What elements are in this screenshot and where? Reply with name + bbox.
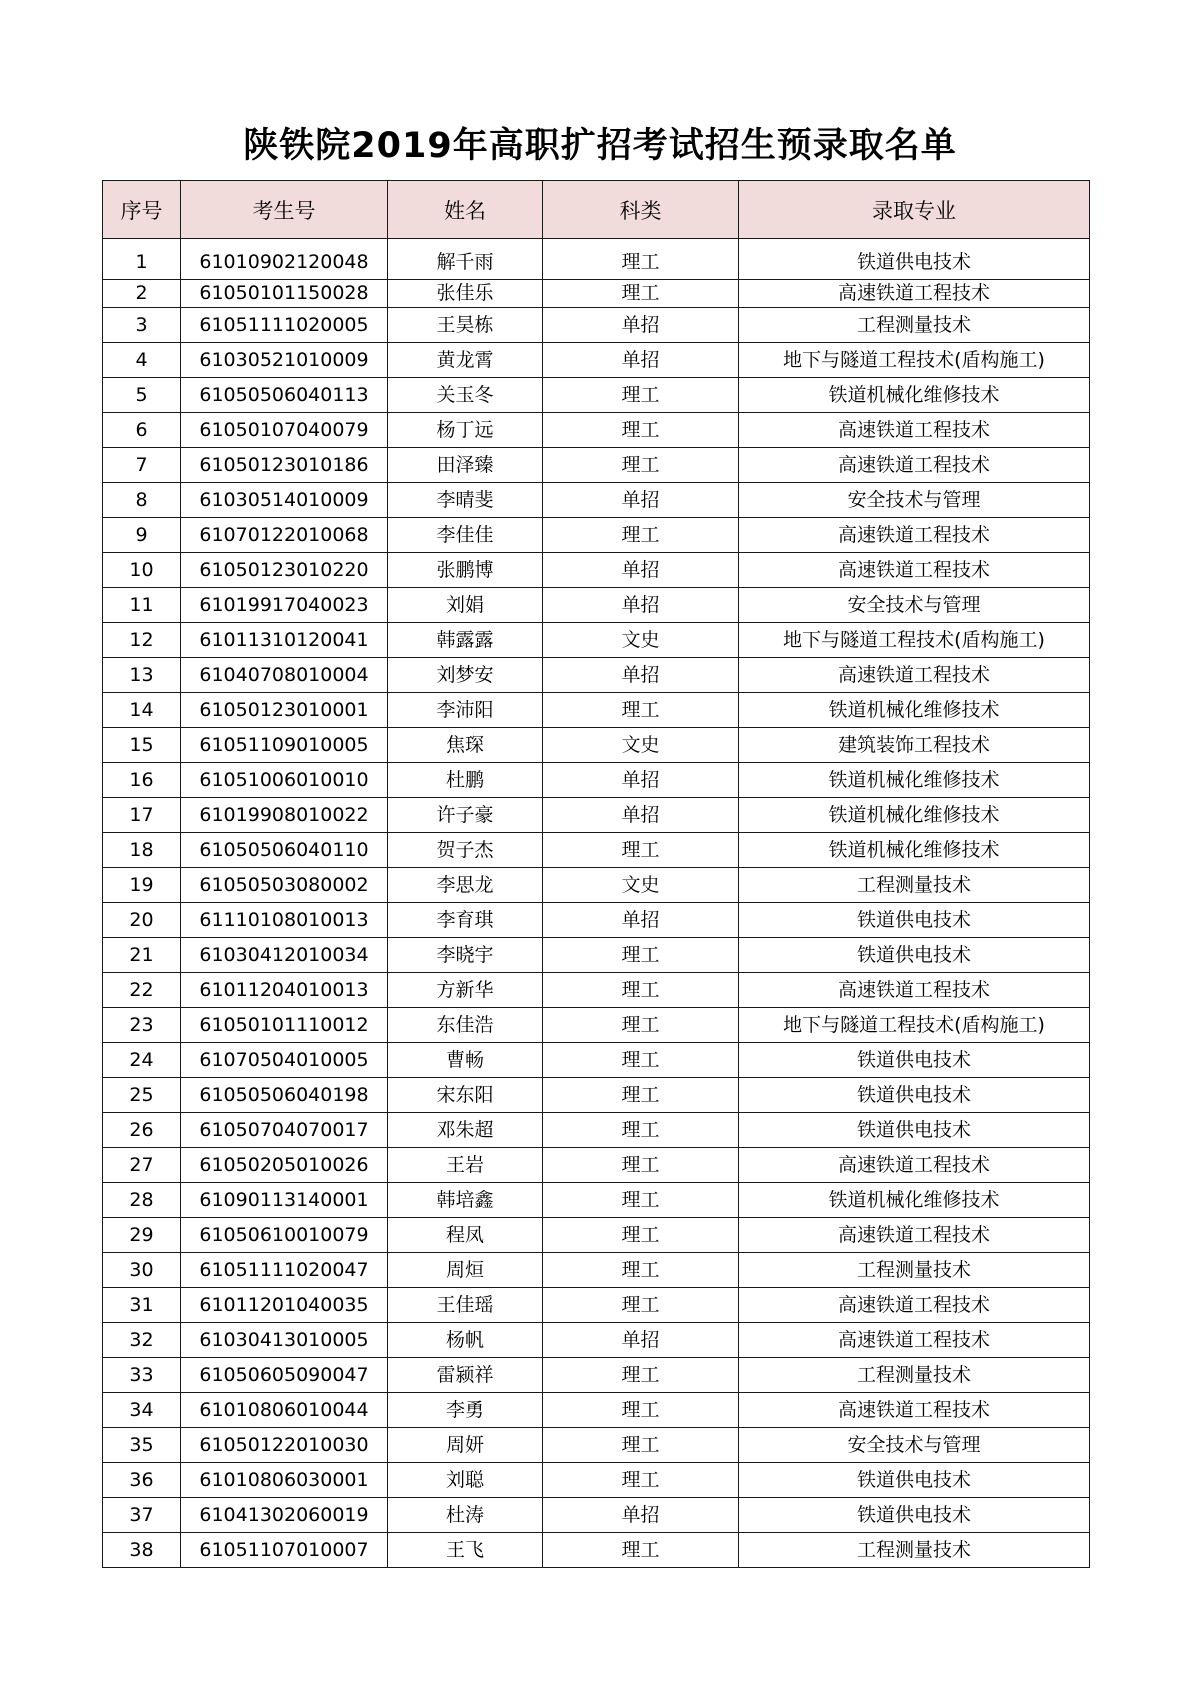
- cell-exam-id: 61011204010013: [181, 973, 388, 1008]
- cell-category: 理工: [543, 1428, 739, 1463]
- table-row: [103, 413, 1090, 448]
- cell-exam-id: 61010806030001: [181, 1463, 388, 1498]
- cell-exam-id: 61010902120048: [181, 239, 388, 280]
- cell-exam-id: 61050503080002: [181, 868, 388, 903]
- cell-seq: 34: [103, 1393, 181, 1428]
- cell-seq: 28: [103, 1183, 181, 1218]
- cell-major: 高速铁道工程技术: [739, 1393, 1090, 1428]
- table-row: [103, 280, 1090, 308]
- cell-seq: 5: [103, 378, 181, 413]
- cell-name: 王昊栋: [388, 308, 543, 343]
- table-row: [103, 553, 1090, 588]
- header-seq: 序号: [103, 181, 181, 239]
- cell-exam-id: 61051109010005: [181, 728, 388, 763]
- cell-seq: 23: [103, 1008, 181, 1043]
- table-row: [103, 1008, 1090, 1043]
- table-row: [103, 1323, 1090, 1358]
- cell-category: 理工: [543, 1358, 739, 1393]
- cell-major: 铁道供电技术: [739, 938, 1090, 973]
- cell-major: 建筑装饰工程技术: [739, 728, 1090, 763]
- cell-category: 理工: [543, 1253, 739, 1288]
- cell-major: 工程测量技术: [739, 1358, 1090, 1393]
- cell-major: 安全技术与管理: [739, 483, 1090, 518]
- cell-major: 高速铁道工程技术: [739, 553, 1090, 588]
- cell-seq: 7: [103, 448, 181, 483]
- cell-seq: 9: [103, 518, 181, 553]
- cell-category: 理工: [543, 1463, 739, 1498]
- cell-seq: 12: [103, 623, 181, 658]
- cell-name: 程凤: [388, 1218, 543, 1253]
- cell-category: 文史: [543, 868, 739, 903]
- cell-category: 单招: [543, 798, 739, 833]
- table-row: [103, 343, 1090, 378]
- cell-name: 解千雨: [388, 239, 543, 280]
- cell-major: 铁道机械化维修技术: [739, 763, 1090, 798]
- cell-name: 李思龙: [388, 868, 543, 903]
- cell-major: 工程测量技术: [739, 308, 1090, 343]
- cell-name: 王佳瑶: [388, 1288, 543, 1323]
- table-row: [103, 623, 1090, 658]
- cell-exam-id: 61050122010030: [181, 1428, 388, 1463]
- table-row: [103, 798, 1090, 833]
- table-row: [103, 763, 1090, 798]
- cell-exam-id: 61070504010005: [181, 1043, 388, 1078]
- table-row: [103, 1463, 1090, 1498]
- table-row: [103, 1148, 1090, 1183]
- cell-name: 李沛阳: [388, 693, 543, 728]
- table-row: [103, 1183, 1090, 1218]
- cell-category: 单招: [543, 308, 739, 343]
- cell-category: 单招: [543, 588, 739, 623]
- cell-exam-id: 61051111020047: [181, 1253, 388, 1288]
- table-row: [103, 973, 1090, 1008]
- cell-major: 高速铁道工程技术: [739, 973, 1090, 1008]
- cell-category: 理工: [543, 1288, 739, 1323]
- table-row: [103, 1078, 1090, 1113]
- cell-category: 理工: [543, 1533, 739, 1568]
- cell-major: 高速铁道工程技术: [739, 1323, 1090, 1358]
- cell-exam-id: 61010806010044: [181, 1393, 388, 1428]
- cell-exam-id: 61050123010220: [181, 553, 388, 588]
- cell-seq: 19: [103, 868, 181, 903]
- cell-exam-id: 61050610010079: [181, 1218, 388, 1253]
- cell-name: 李勇: [388, 1393, 543, 1428]
- cell-category: 理工: [543, 518, 739, 553]
- cell-name: 焦琛: [388, 728, 543, 763]
- cell-category: 理工: [543, 1043, 739, 1078]
- cell-category: 理工: [543, 1008, 739, 1043]
- table-row: [103, 588, 1090, 623]
- cell-name: 关玉冬: [388, 378, 543, 413]
- cell-seq: 25: [103, 1078, 181, 1113]
- cell-seq: 10: [103, 553, 181, 588]
- cell-exam-id: 61040708010004: [181, 658, 388, 693]
- cell-category: 单招: [543, 658, 739, 693]
- header-name: 姓名: [388, 181, 543, 239]
- table-row: [103, 833, 1090, 868]
- table-row: [103, 483, 1090, 518]
- cell-major: 铁道供电技术: [739, 1463, 1090, 1498]
- cell-name: 杜涛: [388, 1498, 543, 1533]
- cell-exam-id: 61051006010010: [181, 763, 388, 798]
- table-row: [103, 938, 1090, 973]
- table-row: [103, 1533, 1090, 1568]
- cell-category: 理工: [543, 693, 739, 728]
- cell-major: 铁道机械化维修技术: [739, 1183, 1090, 1218]
- cell-seq: 13: [103, 658, 181, 693]
- cell-exam-id: 61050605090047: [181, 1358, 388, 1393]
- cell-category: 理工: [543, 448, 739, 483]
- table-row: [103, 378, 1090, 413]
- cell-name: 李佳佳: [388, 518, 543, 553]
- cell-exam-id: 61051107010007: [181, 1533, 388, 1568]
- table-row: [103, 1113, 1090, 1148]
- cell-category: 单招: [543, 483, 739, 518]
- cell-name: 东佳浩: [388, 1008, 543, 1043]
- cell-exam-id: 61110108010013: [181, 903, 388, 938]
- header-exam-id: 考生号: [181, 181, 388, 239]
- cell-seq: 17: [103, 798, 181, 833]
- cell-major: 安全技术与管理: [739, 588, 1090, 623]
- cell-seq: 15: [103, 728, 181, 763]
- cell-category: 理工: [543, 1393, 739, 1428]
- table-row: [103, 693, 1090, 728]
- table-row: [103, 1498, 1090, 1533]
- cell-seq: 26: [103, 1113, 181, 1148]
- cell-exam-id: 61019908010022: [181, 798, 388, 833]
- table-row: [103, 1393, 1090, 1428]
- table-row: [103, 518, 1090, 553]
- table-row: [103, 868, 1090, 903]
- cell-category: 理工: [543, 1183, 739, 1218]
- cell-seq: 27: [103, 1148, 181, 1183]
- cell-exam-id: 61011201040035: [181, 1288, 388, 1323]
- cell-major: 地下与隧道工程技术(盾构施工): [739, 343, 1090, 378]
- cell-name: 周烜: [388, 1253, 543, 1288]
- cell-seq: 1: [103, 239, 181, 280]
- cell-category: 理工: [543, 239, 739, 280]
- cell-seq: 35: [103, 1428, 181, 1463]
- cell-seq: 32: [103, 1323, 181, 1358]
- cell-name: 王岩: [388, 1148, 543, 1183]
- cell-exam-id: 61050107040079: [181, 413, 388, 448]
- cell-category: 理工: [543, 938, 739, 973]
- header-category: 科类: [543, 181, 739, 239]
- table-row: [103, 239, 1090, 280]
- cell-exam-id: 61050101110012: [181, 1008, 388, 1043]
- cell-exam-id: 61030412010034: [181, 938, 388, 973]
- cell-name: 周妍: [388, 1428, 543, 1463]
- cell-exam-id: 61050123010186: [181, 448, 388, 483]
- table-row: [103, 448, 1090, 483]
- cell-major: 工程测量技术: [739, 868, 1090, 903]
- cell-seq: 33: [103, 1358, 181, 1393]
- cell-name: 杨丁远: [388, 413, 543, 448]
- cell-name: 王飞: [388, 1533, 543, 1568]
- cell-major: 高速铁道工程技术: [739, 448, 1090, 483]
- cell-name: 宋东阳: [388, 1078, 543, 1113]
- cell-name: 杜鹏: [388, 763, 543, 798]
- cell-major: 高速铁道工程技术: [739, 658, 1090, 693]
- cell-major: 铁道机械化维修技术: [739, 833, 1090, 868]
- cell-name: 邓朱超: [388, 1113, 543, 1148]
- cell-category: 理工: [543, 973, 739, 1008]
- cell-seq: 16: [103, 763, 181, 798]
- cell-name: 刘梦安: [388, 658, 543, 693]
- cell-name: 张鹏博: [388, 553, 543, 588]
- cell-category: 单招: [543, 553, 739, 588]
- cell-major: 铁道供电技术: [739, 1078, 1090, 1113]
- table-row: [103, 903, 1090, 938]
- cell-exam-id: 61011310120041: [181, 623, 388, 658]
- page-title: 陕铁院2019年高职扩招考试招生预录取名单: [243, 126, 957, 166]
- cell-category: 理工: [543, 378, 739, 413]
- cell-major: 高速铁道工程技术: [739, 518, 1090, 553]
- cell-name: 李晓宇: [388, 938, 543, 973]
- cell-major: 高速铁道工程技术: [739, 1148, 1090, 1183]
- cell-name: 刘聪: [388, 1463, 543, 1498]
- cell-name: 李晴斐: [388, 483, 543, 518]
- cell-major: 高速铁道工程技术: [739, 1288, 1090, 1323]
- cell-category: 理工: [543, 1218, 739, 1253]
- table-row: [103, 1043, 1090, 1078]
- cell-name: 张佳乐: [388, 280, 543, 308]
- cell-exam-id: 61050123010001: [181, 693, 388, 728]
- table-row: [103, 658, 1090, 693]
- cell-seq: 8: [103, 483, 181, 518]
- cell-seq: 2: [103, 280, 181, 308]
- cell-seq: 37: [103, 1498, 181, 1533]
- cell-major: 高速铁道工程技术: [739, 280, 1090, 308]
- cell-name: 雷颍祥: [388, 1358, 543, 1393]
- cell-category: 理工: [543, 1148, 739, 1183]
- admission-table: [102, 180, 1090, 1568]
- table-row: [103, 1288, 1090, 1323]
- cell-exam-id: 61050506040113: [181, 378, 388, 413]
- cell-exam-id: 61050205010026: [181, 1148, 388, 1183]
- cell-name: 黄龙霄: [388, 343, 543, 378]
- cell-category: 理工: [543, 413, 739, 448]
- cell-category: 单招: [543, 903, 739, 938]
- cell-seq: 22: [103, 973, 181, 1008]
- cell-name: 刘娟: [388, 588, 543, 623]
- cell-exam-id: 61030413010005: [181, 1323, 388, 1358]
- cell-exam-id: 61030521010009: [181, 343, 388, 378]
- table-row: [103, 1253, 1090, 1288]
- cell-category: 文史: [543, 728, 739, 763]
- cell-exam-id: 61090113140001: [181, 1183, 388, 1218]
- cell-exam-id: 61050506040198: [181, 1078, 388, 1113]
- cell-seq: 21: [103, 938, 181, 973]
- cell-seq: 3: [103, 308, 181, 343]
- cell-major: 高速铁道工程技术: [739, 413, 1090, 448]
- cell-seq: 11: [103, 588, 181, 623]
- cell-exam-id: 61030514010009: [181, 483, 388, 518]
- cell-seq: 6: [103, 413, 181, 448]
- cell-major: 工程测量技术: [739, 1533, 1090, 1568]
- cell-major: 铁道供电技术: [739, 1113, 1090, 1148]
- cell-major: 铁道供电技术: [739, 1498, 1090, 1533]
- table-row: [103, 728, 1090, 763]
- cell-seq: 20: [103, 903, 181, 938]
- cell-name: 田泽臻: [388, 448, 543, 483]
- header-major: 录取专业: [739, 181, 1090, 239]
- cell-major: 地下与隧道工程技术(盾构施工): [739, 1008, 1090, 1043]
- cell-exam-id: 61050101150028: [181, 280, 388, 308]
- cell-major: 铁道供电技术: [739, 903, 1090, 938]
- cell-major: 铁道机械化维修技术: [739, 378, 1090, 413]
- cell-exam-id: 61041302060019: [181, 1498, 388, 1533]
- table-row: [103, 308, 1090, 343]
- cell-category: 理工: [543, 280, 739, 308]
- cell-name: 杨帆: [388, 1323, 543, 1358]
- cell-exam-id: 61050506040110: [181, 833, 388, 868]
- cell-seq: 36: [103, 1463, 181, 1498]
- cell-category: 单招: [543, 763, 739, 798]
- cell-name: 许子豪: [388, 798, 543, 833]
- cell-seq: 4: [103, 343, 181, 378]
- cell-name: 韩露露: [388, 623, 543, 658]
- cell-major: 安全技术与管理: [739, 1428, 1090, 1463]
- table-row: [103, 1218, 1090, 1253]
- cell-major: 地下与隧道工程技术(盾构施工): [739, 623, 1090, 658]
- cell-category: 单招: [543, 343, 739, 378]
- cell-name: 曹畅: [388, 1043, 543, 1078]
- cell-category: 理工: [543, 1113, 739, 1148]
- cell-major: 铁道供电技术: [739, 1043, 1090, 1078]
- cell-name: 贺子杰: [388, 833, 543, 868]
- cell-name: 方新华: [388, 973, 543, 1008]
- cell-seq: 38: [103, 1533, 181, 1568]
- cell-seq: 29: [103, 1218, 181, 1253]
- cell-exam-id: 61051111020005: [181, 308, 388, 343]
- table-header-row: [103, 181, 1090, 239]
- cell-category: 单招: [543, 1498, 739, 1533]
- cell-major: 工程测量技术: [739, 1253, 1090, 1288]
- cell-category: 单招: [543, 1323, 739, 1358]
- cell-category: 文史: [543, 623, 739, 658]
- table-body: [103, 239, 1090, 1568]
- cell-category: 理工: [543, 1078, 739, 1113]
- cell-major: 铁道机械化维修技术: [739, 798, 1090, 833]
- cell-major: 高速铁道工程技术: [739, 1218, 1090, 1253]
- cell-seq: 24: [103, 1043, 181, 1078]
- table-row: [103, 1358, 1090, 1393]
- cell-name: 韩培鑫: [388, 1183, 543, 1218]
- cell-seq: 18: [103, 833, 181, 868]
- cell-seq: 30: [103, 1253, 181, 1288]
- cell-exam-id: 61019917040023: [181, 588, 388, 623]
- cell-seq: 31: [103, 1288, 181, 1323]
- cell-category: 理工: [543, 833, 739, 868]
- cell-major: 铁道供电技术: [739, 239, 1090, 280]
- cell-exam-id: 61070122010068: [181, 518, 388, 553]
- cell-name: 李育琪: [388, 903, 543, 938]
- cell-exam-id: 61050704070017: [181, 1113, 388, 1148]
- cell-seq: 14: [103, 693, 181, 728]
- cell-major: 铁道机械化维修技术: [739, 693, 1090, 728]
- table-row: [103, 1428, 1090, 1463]
